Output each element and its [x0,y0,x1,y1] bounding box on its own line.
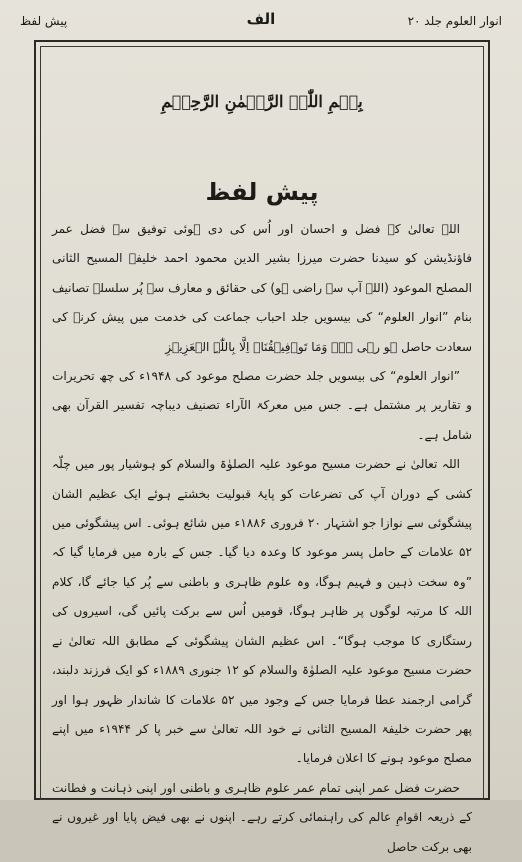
page-title: پیش لفظ [205,178,319,206]
page-content [48,50,476,854]
paragraph: ”انوار العلوم“ کی بیسویں جلد حضرت مصلح موعود کی ۱۹۴۸ء کی چھ تحریرات و تقاریر پر مشتمل ہے۔ جس میں معرکۃ الآراء تصنیف دیباچہ تفسیر القرآن بھی شامل ہے۔ [52,369,472,442]
paragraph: اللہ تعالیٰ کے فضل و احسان اور اُس کی دی ہوئی توفیق سے فضل عمر فاؤنڈیشن کو سیدنا حضرت میرزا بشیر الدین محمود احمد خلیفۃ المسیح الثانی المصلح الموعود (اللہ آپ سے راضی ہو) کی حقائق و معارف سے پُر سلسلہ تصانیف بنام ”انوار العلوم“ کی بیسویں جلد احباب جماعت کی خدمت میں پیش کرنے کی سعادت حاصل ہو رہی ہے۔ وَمَا تَوۡفِیۡقُنَاۤ اِلَّا بِاللّٰہِ الۡعَزِیۡزِ [52,222,472,354]
body-text [52,215,472,862]
running-head-volume: انوار العلوم جلد ۲۰ [407,14,502,28]
running-head-section: پیش لفظ [20,14,68,28]
paragraph: اللہ تعالیٰ نے حضرت مسیح موعود علیہ الصلوٰۃ والسلام کو ہوشیار پور میں چلّہ کشی کے دوران آپ کی تضرعات کو پایۂ قبولیت بخشتے ہوئے ایک عظیم الشان پیشگوئی سے نوازا جو اشتہار ۲۰ فروری ۱۸۸۶ء میں شائع ہوئی۔ اس پیشگوئی میں ۵۲ علامات کے حامل پسر موعود کا وعدہ دیا گیا۔ جس کے بارہ میں فرمایا گیا کہ ”وہ سخت ذہین و فہیم ہوگا، وہ علوم ظاہری و باطنی سے پُر کیا جائے گا، کلام اللہ کا مرتبہ لوگوں پر ظاہر ہوگا، قومیں اُس سے برکت پائیں گی، اسیروں کی رستگاری کا موجب ہوگا“۔ اس عظیم الشان پیشگوئی کے مطابق اللہ تعالیٰ نے حضرت مسیح موعود علیہ الصلوٰۃ والسلام کو ۱۲ جنوری ۱۸۸۹ء کو ایک فرزند دلبند، گرامی ارجمند عطا فرمایا جس کے وجود میں ۵۲ علامات کا شاندار ظہور ہوا اور پھر حضرت خلیفۃ المسیح الثانی نے خود اللہ تعالیٰ سے خبر پا کر ۱۹۴۴ء میں اپنے مصلح موعود ہونے کا اعلان فرمایا۔ [52,457,473,766]
running-head-page-number: الف [246,10,276,28]
running-head [14,8,508,34]
paragraph: حضرت فضل عمر اپنی تمام عمر علوم ظاہری و باطنی اور اپنی ذہانت و فطانت کے ذریعہ اقوامِ عالم کی راہنمائی کرتے رہے۔ اپنوں نے بھی فیض پایا اور غیروں نے بھی برکت حاصل [52,780,472,854]
bismillah: بِسۡمِ اللّٰہِ الرَّحۡمٰنِ الرَّحِیۡمِ [161,92,363,111]
